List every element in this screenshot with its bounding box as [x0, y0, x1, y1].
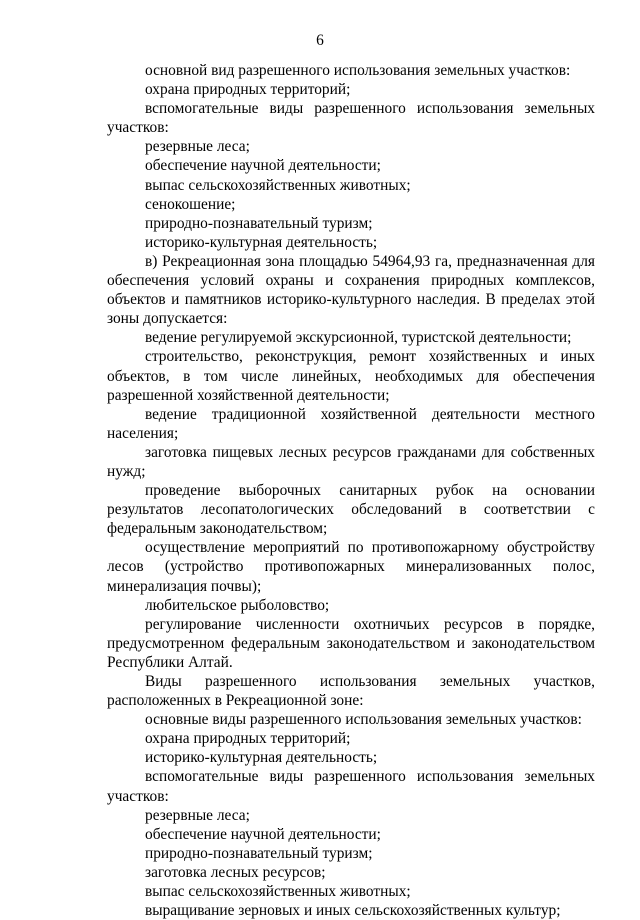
- paragraph: сенокошение;: [145, 195, 236, 213]
- paragraph: обеспечение научной деятельности;: [145, 157, 381, 175]
- paragraph: регулирование численности охотничьих ресурсов в порядке, предусмотренном федеральным законодательством и законодательством Республики Алтай.: [107, 615, 595, 671]
- paragraph: природно-познавательный туризм;: [145, 844, 373, 862]
- paragraph: основной вид разрешенного использования земельных участков:: [145, 62, 571, 79]
- paragraph: резервные леса;: [145, 806, 250, 824]
- paragraph: охрана природных территорий;: [145, 81, 351, 99]
- paragraph: Виды разрешенного использования земельных участков, расположенных в Рекреационной зоне:: [107, 673, 595, 710]
- paragraph: выпас сельскохозяйственных животных;: [145, 176, 411, 194]
- paragraph: охрана природных территорий;: [145, 730, 351, 748]
- paragraph: вспомогательные виды разрешенного использования земельных участков:: [107, 768, 595, 805]
- paragraph: историко-культурная деятельность;: [145, 233, 378, 251]
- paragraph: природно-познавательный туризм;: [145, 214, 373, 232]
- paragraph: обеспечение научной деятельности;: [145, 825, 381, 843]
- paragraph: историко-культурная деятельность;: [145, 749, 378, 767]
- paragraph: вспомогательные виды разрешенного использования земельных участков:: [107, 100, 595, 137]
- paragraph: любительское рыболовство;: [145, 596, 330, 614]
- paragraph: выпас сельскохозяйственных животных;: [145, 883, 411, 901]
- paragraph: осуществление мероприятий по противопожарному обустройству лесов (устройство противопожарных минерализованных полос, минерализация почвы);: [107, 539, 595, 595]
- paragraph: заготовка пищевых лесных ресурсов гражданами для собственных нужд;: [107, 443, 595, 480]
- paragraph: выращивание зерновых и иных сельскохозяйственных культур;: [145, 902, 561, 920]
- paragraph: строительство, реконструкция, ремонт хозяйственных и иных объектов, в том числе линейных, необходимых для обеспечения разрешенной хозяйственной деятельности;: [107, 348, 595, 404]
- document-body: [107, 61, 595, 920]
- paragraph: резервные леса;: [145, 138, 250, 156]
- paragraph: ведение регулируемой экскурсионной, туристской деятельности;: [145, 329, 572, 347]
- paragraph: основные виды разрешенного использования земельных участков:: [145, 711, 582, 729]
- page-number: 6: [316, 32, 324, 49]
- paragraph: проведение выборочных санитарных рубок на основании результатов лесопатологических обследований в соответствии с федеральным законодательством;: [107, 482, 595, 538]
- paragraph: в) Рекреационная зона площадью 54964,93 га, предназначенная для обеспечения условий охраны и сохранения природных комплексов, объектов и памятников историко-культурного наследия. В пределах этой зоны допускается:: [107, 252, 595, 328]
- paragraph: ведение традиционной хозяйственной деятельности местного населения;: [107, 405, 595, 442]
- paragraph: заготовка лесных ресурсов;: [145, 863, 326, 881]
